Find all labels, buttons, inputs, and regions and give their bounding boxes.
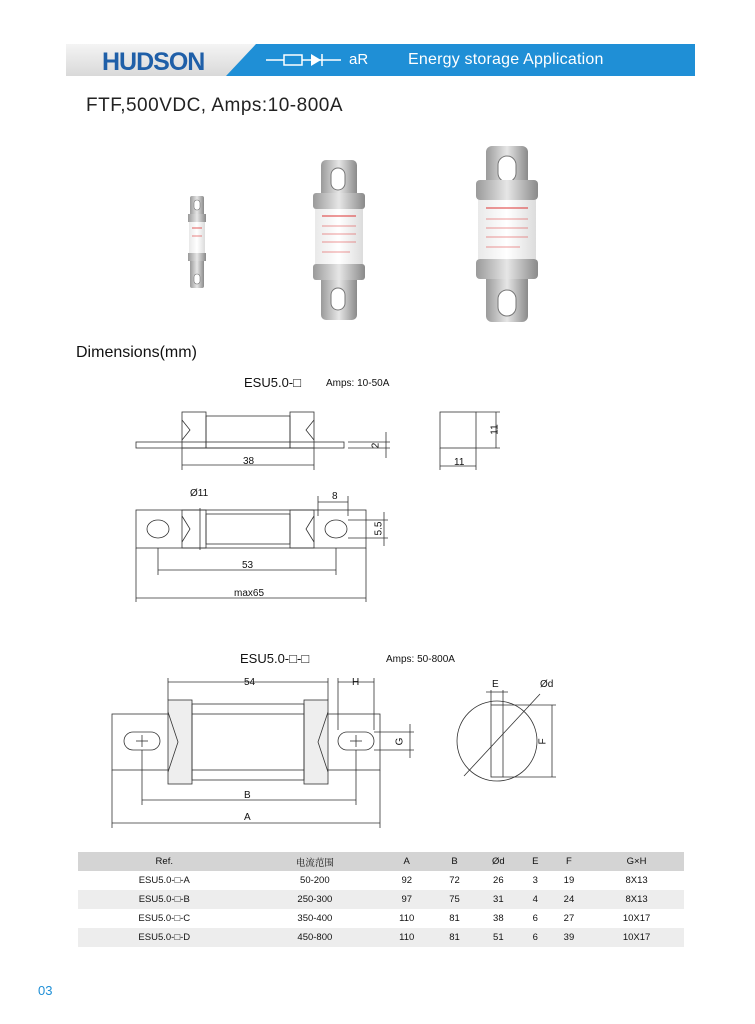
table-row [78,909,684,928]
dim-8: 8 [332,491,338,502]
dim-b: B [244,790,251,801]
table-cell: 26 [493,875,504,886]
dimensions-title: Dimensions(mm) [76,344,197,361]
dim-e: E [492,679,499,690]
table-cell: 81 [449,913,460,924]
diagram1-title: ESU5.0-□ [244,375,301,390]
table-cell: 31 [475,890,522,909]
table-cell: 8X13 [625,875,648,886]
table-cell: 51 [475,928,522,947]
dimensions-table [78,852,684,947]
col-header: Ref. [78,852,251,871]
table-cell: 110 [399,913,415,924]
table-cell: 81 [434,928,474,947]
table-cell: 6 [522,928,549,947]
dim-diameter-11: Ø11 [190,488,209,499]
diagram2-amps: Amps: 50-800A [386,654,455,665]
dim-h: H [352,677,360,688]
table-cell: 4 [522,890,549,909]
dim-max65: max65 [234,588,265,599]
table-cell: 3 [532,875,538,886]
col-header: Ød [475,852,522,871]
dim-11-horizontal: 11 [454,457,465,468]
table-row [78,871,684,890]
table-cell: 75 [434,890,474,909]
col-header: 电流范围 [251,852,380,871]
table-cell: 110 [379,928,434,947]
table-cell: 10X17 [622,913,651,924]
dim-2: 2 [370,442,382,449]
table-cell: 350-400 [297,913,333,924]
col-header: B [434,852,474,871]
table-cell: ESU5.0-□-C [138,913,191,924]
diagram2-title: ESU5.0-□-□ [240,651,310,666]
table-cell: 92 [401,875,413,886]
dim-54: 54 [244,677,256,688]
dim-f: F [537,738,549,745]
col-header: G×H [589,852,684,871]
col-header: E [522,852,549,871]
table-cell: 50-200 [300,875,330,886]
table-header-row [78,852,684,871]
table-cell: 24 [549,890,589,909]
page-subtitle: FTF,500VDC, Amps:10-800A [86,95,343,116]
table-cell: 72 [449,875,460,886]
table-cell: 27 [563,913,575,924]
dim-od: Ød [540,679,554,690]
dim-g: G [394,737,406,746]
table-row [78,890,684,909]
dim-11-vertical: 11 [489,424,501,435]
table-cell: ESU5.0-□-A [138,875,190,886]
table-cell: 97 [379,890,434,909]
brand-logo: HUDSON [102,48,205,76]
table-cell: 10X17 [589,928,684,947]
table-cell: ESU5.0-□-B [78,890,251,909]
table-cell: 19 [563,875,575,886]
table-cell: 38 [493,913,504,924]
ar-label: aR [349,51,369,68]
table-cell: 8X13 [589,890,684,909]
dim-38: 38 [243,456,255,467]
diagram1-amps: Amps: 10-50A [326,378,390,389]
table-row [78,928,684,947]
table-cell: ESU5.0-□-D [78,928,251,947]
table-cell: 250-300 [251,890,380,909]
page-number: 03 [38,983,53,998]
table-cell: 39 [549,928,589,947]
col-header: A [379,852,434,871]
table-cell: 6 [532,913,538,924]
dim-53: 53 [242,560,254,571]
col-header: F [549,852,589,871]
application-label: Energy storage Application [408,51,604,68]
table-cell: 450-800 [251,928,380,947]
dim-5-5: 5.5 [373,521,385,536]
dim-a: A [244,812,251,823]
